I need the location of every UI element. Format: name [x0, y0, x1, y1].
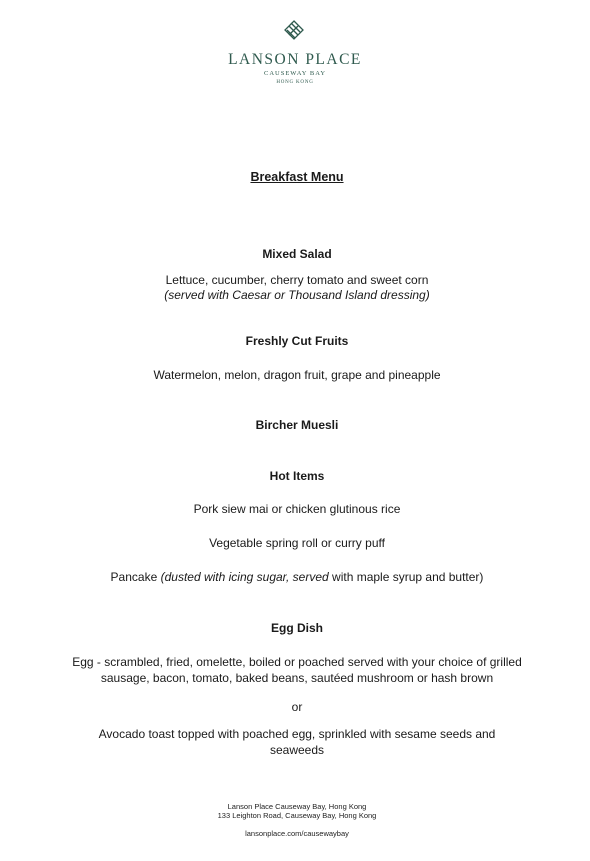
mixed-salad-note [0, 288, 590, 303]
mixed-salad-description: Lettuce, cucumber, cherry tomato and sweet corn [165, 273, 429, 287]
hot-item-pancake [0, 570, 590, 585]
footer-address-line2: 133 Leighton Road, Causeway Bay, Hong Kong [217, 811, 377, 820]
menu-title: Breakfast Menu [250, 170, 344, 184]
section-heading-muesli: Bircher Muesli [255, 418, 339, 432]
section-heading-mixed-salad: Mixed Salad [262, 247, 332, 261]
footer-website-link[interactable]: lansonplace.com/causewaybay [245, 829, 349, 838]
pancake-italic: (dusted with icing sugar, served [160, 570, 329, 584]
hot-item-siew-mai: Pork siew mai or chicken glutinous rice [193, 502, 401, 516]
fruits-description: Watermelon, melon, dragon fruit, grape and pineapple [153, 368, 441, 382]
egg-description-line2: sausage, bacon, tomato, baked beans, sautéed mushroom or hash brown [100, 671, 494, 685]
hot-item-spring-roll: Vegetable spring roll or curry puff [209, 536, 385, 550]
avocado-description-line1: Avocado toast topped with poached egg, sprinkled with sesame seeds and [98, 727, 496, 741]
egg-or-separator: or [291, 700, 303, 714]
pancake-prefix: Pancake [110, 570, 161, 584]
section-heading-egg-dish: Egg Dish [270, 621, 323, 635]
brand-location-city: HONG KONG [276, 80, 314, 85]
brand-name: LANSON PLACE [228, 51, 362, 68]
mixed-salad-note-text: (served with Caesar or Thousand Island dressing) [164, 288, 430, 302]
lanson-place-logo-icon [283, 20, 305, 42]
pancake-suffix: with maple syrup and butter) [328, 570, 484, 584]
footer-address-line1: Lanson Place Causeway Bay, Hong Kong [227, 802, 367, 811]
section-heading-fruits: Freshly Cut Fruits [245, 334, 349, 348]
section-heading-hot-items: Hot Items [269, 469, 325, 483]
brand-location-district: CAUSEWAY BAY [263, 70, 327, 77]
egg-description-line1: Egg - scrambled, fried, omelette, boiled or poached served with your choice of grilled [72, 655, 522, 669]
avocado-description-line2: seaweeds [269, 743, 325, 757]
